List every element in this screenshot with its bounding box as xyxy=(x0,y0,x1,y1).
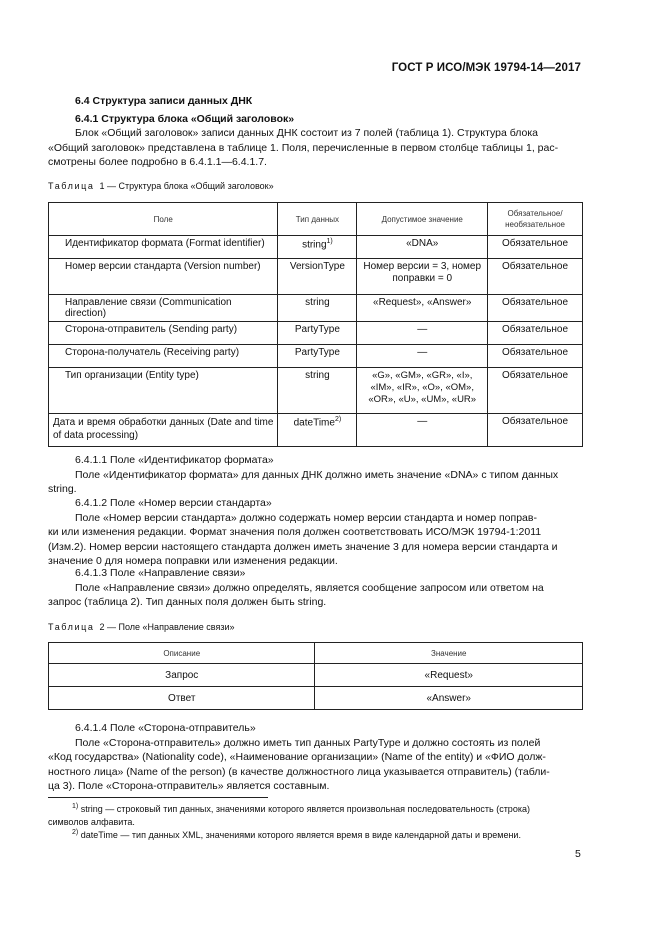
subsection-title: 6.4.1 Структура блока «Общий заголовок» xyxy=(75,113,295,125)
cell-value: «DNA» xyxy=(357,236,488,259)
table-row xyxy=(49,414,583,447)
text-line: значение 0 для номера поправки или изменения редакции. xyxy=(48,555,338,567)
clause-title: 6.4.1.3 Поле «Направление связи» xyxy=(75,567,246,579)
text-line: запрос (таблица 2). Тип данных поля должен быть string. xyxy=(48,596,327,608)
footnote-ref: 2) xyxy=(334,416,342,423)
caption-prefix: Таблица xyxy=(48,622,95,632)
footnote-divider xyxy=(48,797,268,798)
column-header: Значение xyxy=(315,643,583,664)
cell-type: VersionType xyxy=(278,259,357,295)
column-header: Описание xyxy=(49,643,315,664)
cell-field: Идентификатор формата (Format identifier) xyxy=(49,236,278,259)
cell-value: «G», «GM», «GR», «I», «IM», «IR», «O», «OM», «OR», «U», «UM», «UR» xyxy=(357,368,488,414)
cell-field: Сторона-отправитель (Sending party) xyxy=(49,322,278,345)
section-6411 xyxy=(48,453,583,497)
text-line: «Общий заголовок» представлена в таблице 1. Поля, перечисленные в первом столбце таблицы 1, рас- xyxy=(48,141,559,154)
clause-title: 6.4.1.1 Поле «Идентификатор формата» xyxy=(75,454,274,466)
cell-required: Обязательное xyxy=(488,259,583,295)
text-line: Блок «Общий заголовок» записи данных ДНК состоит из 7 полей (таблица 1). Структура блока xyxy=(75,127,539,139)
cell-required: Обязательное xyxy=(488,368,583,414)
clause-title: 6.4.1.2 Поле «Номер версии стандарта» xyxy=(75,497,272,509)
cell-type: PartyType xyxy=(278,322,357,345)
column-header: Тип данных xyxy=(278,203,357,236)
table-row xyxy=(49,322,583,345)
text-line: ки или изменения редакции. Формат значения поля должен соответствовать ИСО/МЭК 19794-1:2011 xyxy=(48,526,542,538)
table1-caption xyxy=(48,181,274,191)
type-text: dateTime xyxy=(293,417,335,429)
text-line: Поле «Направление связи» должно определять, является сообщение запросом или ответом на xyxy=(75,581,544,594)
table-row xyxy=(49,295,583,322)
table-header-row xyxy=(49,203,583,236)
footnote-line: символов алфавита. xyxy=(48,816,135,827)
footnote-mark: 1) xyxy=(72,803,79,810)
cell-description: Ответ xyxy=(49,687,315,710)
table1 xyxy=(48,202,583,447)
caption-prefix: Таблица xyxy=(48,181,95,191)
footnote-line xyxy=(48,827,583,842)
text-line: ностного лица» (Name of the person) (в качестве должностного лица указывается отправитель) (табли- xyxy=(48,765,550,778)
text-line: смотрены более подробно в 6.4.1.1—6.4.1.7. xyxy=(48,156,267,168)
cell-type: string xyxy=(278,295,357,322)
text-line: Поле «Сторона-отправитель» должно иметь тип данных PartyType и должно состоять из полей xyxy=(75,736,541,749)
footnote-mark: 2) xyxy=(72,829,79,836)
column-header: Поле xyxy=(49,203,278,236)
caption-text: 1 — Структура блока «Общий заголовок» xyxy=(99,181,274,191)
table-row xyxy=(49,345,583,368)
footnote-text: string — строковый тип данных, значениями которого является произвольная последовательность (строка) xyxy=(80,804,530,814)
cell-required: Обязательное xyxy=(488,295,583,322)
cell-value: «Answer» xyxy=(315,687,583,710)
clause-title: 6.4.1.4 Поле «Сторона-отправитель» xyxy=(75,722,256,734)
cell-value: — xyxy=(357,345,488,368)
intro-paragraph xyxy=(48,126,583,170)
cell-field: Направление связи (Communication direction) xyxy=(49,295,278,322)
cell-type xyxy=(278,414,357,447)
section-6413 xyxy=(48,566,583,610)
footnote-line xyxy=(48,801,583,816)
section-6412 xyxy=(48,496,583,569)
footnote-ref: 1) xyxy=(326,238,333,245)
type-text: string xyxy=(302,239,327,251)
page-number: 5 xyxy=(575,848,581,860)
cell-value: «Request», «Answer» xyxy=(357,295,488,322)
cell-required: Обязательное xyxy=(488,414,583,447)
table-row xyxy=(49,259,583,295)
cell-required: Обязательное xyxy=(488,322,583,345)
footnote-text: dateTime — тип данных XML, значениями которого является время в виде календарной даты и времени. xyxy=(80,830,521,840)
table-row xyxy=(49,664,583,687)
table-row xyxy=(49,687,583,710)
cell-required: Обязательное xyxy=(488,345,583,368)
document-code: ГОСТ Р ИСО/МЭК 19794-14—2017 xyxy=(391,62,581,74)
table2-caption xyxy=(48,622,235,632)
footnote-1 xyxy=(48,801,583,828)
column-header: Допустимое значение xyxy=(357,203,488,236)
table-row xyxy=(49,368,583,414)
cell-value: — xyxy=(357,322,488,345)
cell-type xyxy=(278,236,357,259)
cell-field: Номер версии стандарта (Version number) xyxy=(49,259,278,295)
text-line: Поле «Номер версии стандарта» должно содержать номер версии стандарта и номер поправ- xyxy=(75,511,537,524)
text-line: (Изм.2). Номер версии настоящего стандарта должен иметь значение 3 для номера версии стандарта и xyxy=(48,540,558,553)
table-row xyxy=(49,236,583,259)
cell-value: — xyxy=(357,414,488,447)
text-line: string. xyxy=(48,483,77,495)
cell-value: Номер версии = 3, номер поправки = 0 xyxy=(357,259,488,295)
text-line: ца 3). Поле «Сторона-отправитель» является составным. xyxy=(48,780,330,792)
caption-text: 2 — Поле «Направление связи» xyxy=(99,622,235,632)
cell-type: string xyxy=(278,368,357,414)
section-6414 xyxy=(48,721,583,794)
text-line: Поле «Идентификатор формата» для данных ДНК должно иметь значение «DNA» с типом данных xyxy=(75,468,559,481)
footnote-2 xyxy=(48,827,583,842)
cell-description: Запрос xyxy=(49,664,315,687)
cell-field: Дата и время обработки данных (Date and time of data processing) xyxy=(49,414,278,447)
column-header: Обязательное/ необязательное xyxy=(488,203,583,236)
table-header-row xyxy=(49,643,583,664)
cell-value: «Request» xyxy=(315,664,583,687)
section-title: 6.4 Структура записи данных ДНК xyxy=(75,95,253,107)
cell-type: PartyType xyxy=(278,345,357,368)
text-line: «Код государства» (Nationality code), «Наименование организации» (Name of the entity) и «ФИО долж- xyxy=(48,751,546,763)
cell-required: Обязательное xyxy=(488,236,583,259)
cell-field: Сторона-получатель (Receiving party) xyxy=(49,345,278,368)
table2 xyxy=(48,642,583,710)
cell-field: Тип организации (Entity type) xyxy=(49,368,278,414)
